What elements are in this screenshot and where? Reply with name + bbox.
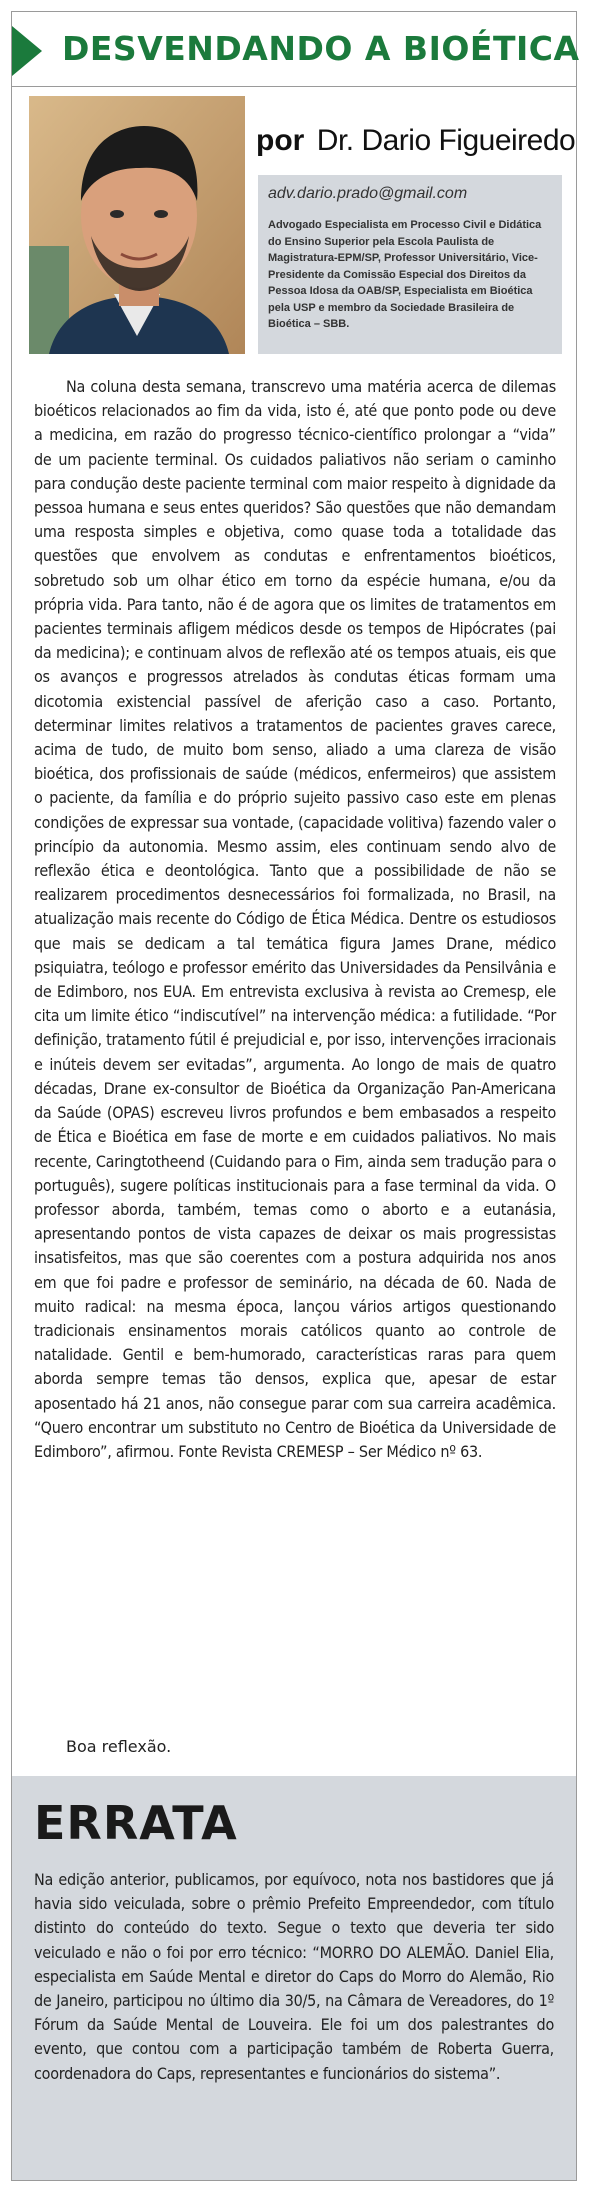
section-title: DESVENDANDO A BIOÉTICA [62,29,580,68]
header-arrow-icon [12,26,42,76]
author-bio-box [258,175,562,354]
errata-section [12,1776,576,2180]
article-signoff: Boa reflexão. [66,1737,172,1756]
author-email[interactable]: adv.dario.prado@gmail.com [268,185,468,202]
errata-title: ERRATA [34,1796,238,1850]
column-frame [11,11,580,2181]
header-divider [12,86,576,87]
author-byline [256,124,575,158]
author-photo [29,96,245,354]
article-paragraph: Na coluna desta semana, transcrevo uma matéria acerca de dilemas bioéticos relacionados ao fim da vida, isto é, até que ponto pode ou deve a medicina, em razão do progresso técnico-científico prolongar a “vida” de um paciente terminal. Os cuidados paliativos não seriam o caminho para condução deste paciente terminal com maior respeito à dignidade da pessoa humana e seus entes queridos? São questões que não demandam uma resposta simples e objetiva, como quase toda a totalidade das questões que envolvem as condutas e enfrentamentos bioéticos, sobretudo sob um olhar ético em torno da espécie humana, e/ou da própria vida. Para tanto, não é de agora que os limites de tratamentos em pacientes terminais afligem médicos desde os tempos de Hipócrates (pai da medicina); e continuam alvos de reflexão até os tempos atuais, eis que os avanços e progressos atrelados às condutas éticas formam uma dicotomia existencial passível de aferição caso a caso. Portanto, determinar limites relativos a tratamentos de pacientes graves carece, acima de tudo, de muito bom senso, aliado a uma clareza de visão bioética, dos profissionais de saúde (médicos, enfermeiros) que assistem o paciente, da família e do próprio sujeito passivo caso este em plenas condições de expressar sua vontade, (capacidade volitiva) fazendo valer o princípio da autonomia. Mesmo assim, eles continuam sendo alvo de reflexão ética e deontológica. Tanto que a possibilidade de não se realizarem procedimentos desnecessários foi formalizada, no Brasil, na atualização mais recente do Código de Ética Médica. Dentre os estudiosos que mais se dedicam a tal temática figura James Drane, médico psiquiatra, teólogo e professor emérito das Universidades da Pensilvânia e de Edimboro, nos EUA. Em entrevista exclusiva à revista ao Cremesp, ele cita um limite ético “indiscutível” na intervenção médica: a futilidade. “Por definição, tratamento fútil é prejudicial e, por isso, intervenções irracionais e inúteis devem ser evitadas”, argumenta. Ao longo de mais de quatro décadas, Drane ex-consultor de Bioética da Organização Pan-Americana da Saúde (OPAS) escreveu livros profundos e bem embasados a respeito de Ética e Bioética em fase de morte e em cuidados paliativos. No mais recente, Caringtotheend (Cuidando para o Fim, ainda sem tradução para o português), sugere políticas institucionais para a fase terminal da vida. O professor aborda, também, temas como o aborto e a eutanásia, apresentando pontos de vista capazes de deixar os mais progressistas insatisfeitos, mas que são coerentes com a postura adquirida nos anos em que foi padre e professor de seminário, na década de 60. Nada de muito radical: na mesma época, lançou vários artigos questionando tradicionais ensinamentos morais católicos quanto ao controle de natalidade. Gentil e bem-humorado, características raras para quem aborda sempre temas tão densos, explica que, apesar de estar aposentado há 21 anos, não consegue parar com sua carreira acadêmica. “Quero encontrar um substituto no Centro de Bioética da Universidade de Edimboro”, afirmou. Fonte Revista CREMESP – Ser Médico nº 63. [34,377,556,1461]
author-name: Dr. Dario Figueiredo [316,124,576,157]
article-body [34,375,556,1464]
author-bio: Advogado Especialista em Processo Civil e Didática do Ensino Superior pela Escola Paulista de Magistratura-EPM/SP, Professor Universitário, Vice-Presidente da Comissão Especial dos Direitos da Pessoa Idosa da OAB/SP, Especialista em Bioética pela USP e membro da Sociedade Brasileira de Bioética – SBB. [268,219,542,330]
errata-body: Na edição anterior, publicamos, por equívoco, nota nos bastidores que já havia sido veiculada, sobre o prêmio Prefeito Empreendedor, com título distinto do conteúdo do texto. Segue o texto que deveria ter sido veiculado e não o foi por erro técnico: “MORRO DO ALEMÃO. Daniel Elia, especialista em Saúde Mental e diretor do Caps do Morro do Alemão, Rio de Janeiro, participou no último dia 30/5, na Câmara de Vereadores, do 1º Fórum da Saúde Mental de Louveira. Ele foi um dos palestrantes do evento, que contou com a participação também de Roberta Guerra, coordenadora do Caps, representantes e funcionários do sistema”. [34,1870,554,2083]
byline-prefix: por [256,124,305,157]
author-portrait-image [29,96,245,354]
